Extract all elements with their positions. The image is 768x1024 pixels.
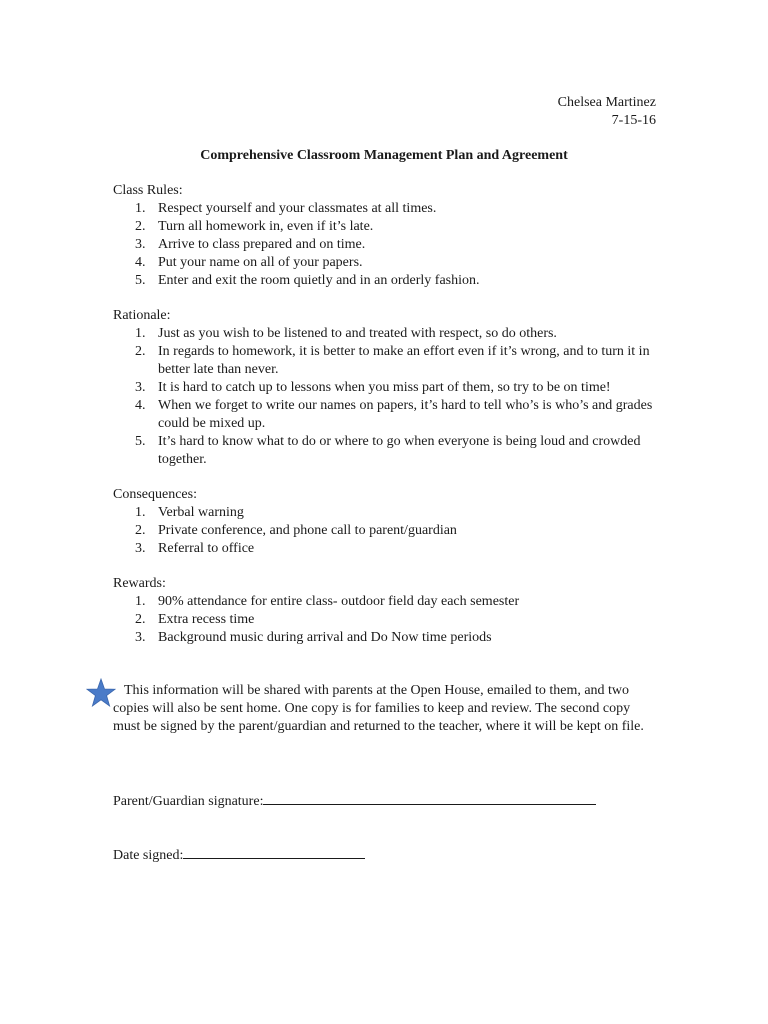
- note-text: This information will be shared with parents at the Open House, emailed to them, and two copies will also be sent home. One copy is for families to keep and review. The second copy must be signed by the parent/guardian and returned to the teacher, where it will be kept on file.: [113, 683, 644, 734]
- date-signed-label: Date signed:: [113, 848, 184, 863]
- list-item: 2. In regards to homework, it is better to make an effort even if it’s wrong, and to turn it in better late than never.: [135, 344, 650, 377]
- rewards-list: [113, 593, 658, 647]
- author-name: Chelsea Martinez: [557, 95, 656, 110]
- parent-signature-field[interactable]: [263, 790, 596, 805]
- class-rules-list: [113, 200, 658, 290]
- class-rules-heading: Class Rules:: [113, 183, 183, 198]
- note-paragraph: [113, 682, 658, 736]
- list-item: 5. It’s hard to know what to do or where to go when everyone is being loud and crowded together.: [135, 434, 641, 467]
- list-item: 4. Put your name on all of your papers.: [135, 255, 363, 270]
- parent-signature-line: [113, 790, 596, 811]
- rewards-heading: Rewards:: [113, 576, 166, 591]
- parent-signature-label: Parent/Guardian signature:: [113, 794, 264, 809]
- list-item: 3. Arrive to class prepared and on time.: [135, 237, 366, 252]
- consequences-section: [113, 486, 658, 558]
- consequences-list: [113, 504, 658, 558]
- rationale-section: [113, 307, 658, 469]
- class-rules-section: [113, 182, 658, 290]
- document-date: 7-15-16: [611, 113, 656, 128]
- list-item: 1. Verbal warning: [135, 505, 244, 520]
- list-item: 2. Turn all homework in, even if it’s late.: [135, 219, 374, 234]
- document-header: [558, 94, 656, 130]
- list-item: 3. Background music during arrival and Do Now time periods: [135, 630, 492, 645]
- rationale-list: [113, 325, 658, 469]
- rewards-section: [113, 575, 658, 647]
- star-icon: [86, 678, 116, 708]
- document-title: Comprehensive Classroom Management Plan and Agreement: [200, 148, 568, 163]
- list-item: 1. 90% attendance for entire class- outdoor field day each semester: [135, 594, 520, 609]
- list-item: 5. Enter and exit the room quietly and in an orderly fashion.: [135, 273, 480, 288]
- list-item: 4. When we forget to write our names on papers, it’s hard to tell who’s is who’s and grades could be mixed up.: [135, 398, 653, 431]
- rationale-heading: Rationale:: [113, 308, 171, 323]
- consequences-heading: Consequences:: [113, 487, 197, 502]
- date-signed-line: [113, 844, 365, 865]
- list-item: 1. Just as you wish to be listened to and treated with respect, so do others.: [135, 326, 557, 341]
- list-item: 1. Respect yourself and your classmates at all times.: [135, 201, 437, 216]
- list-item: 3. It is hard to catch up to lessons when you miss part of them, so try to be on time!: [135, 380, 611, 395]
- date-signed-field[interactable]: [183, 844, 365, 859]
- list-item: 3. Referral to office: [135, 541, 255, 556]
- list-item: 2. Private conference, and phone call to parent/guardian: [135, 523, 457, 538]
- list-item: 2. Extra recess time: [135, 612, 255, 627]
